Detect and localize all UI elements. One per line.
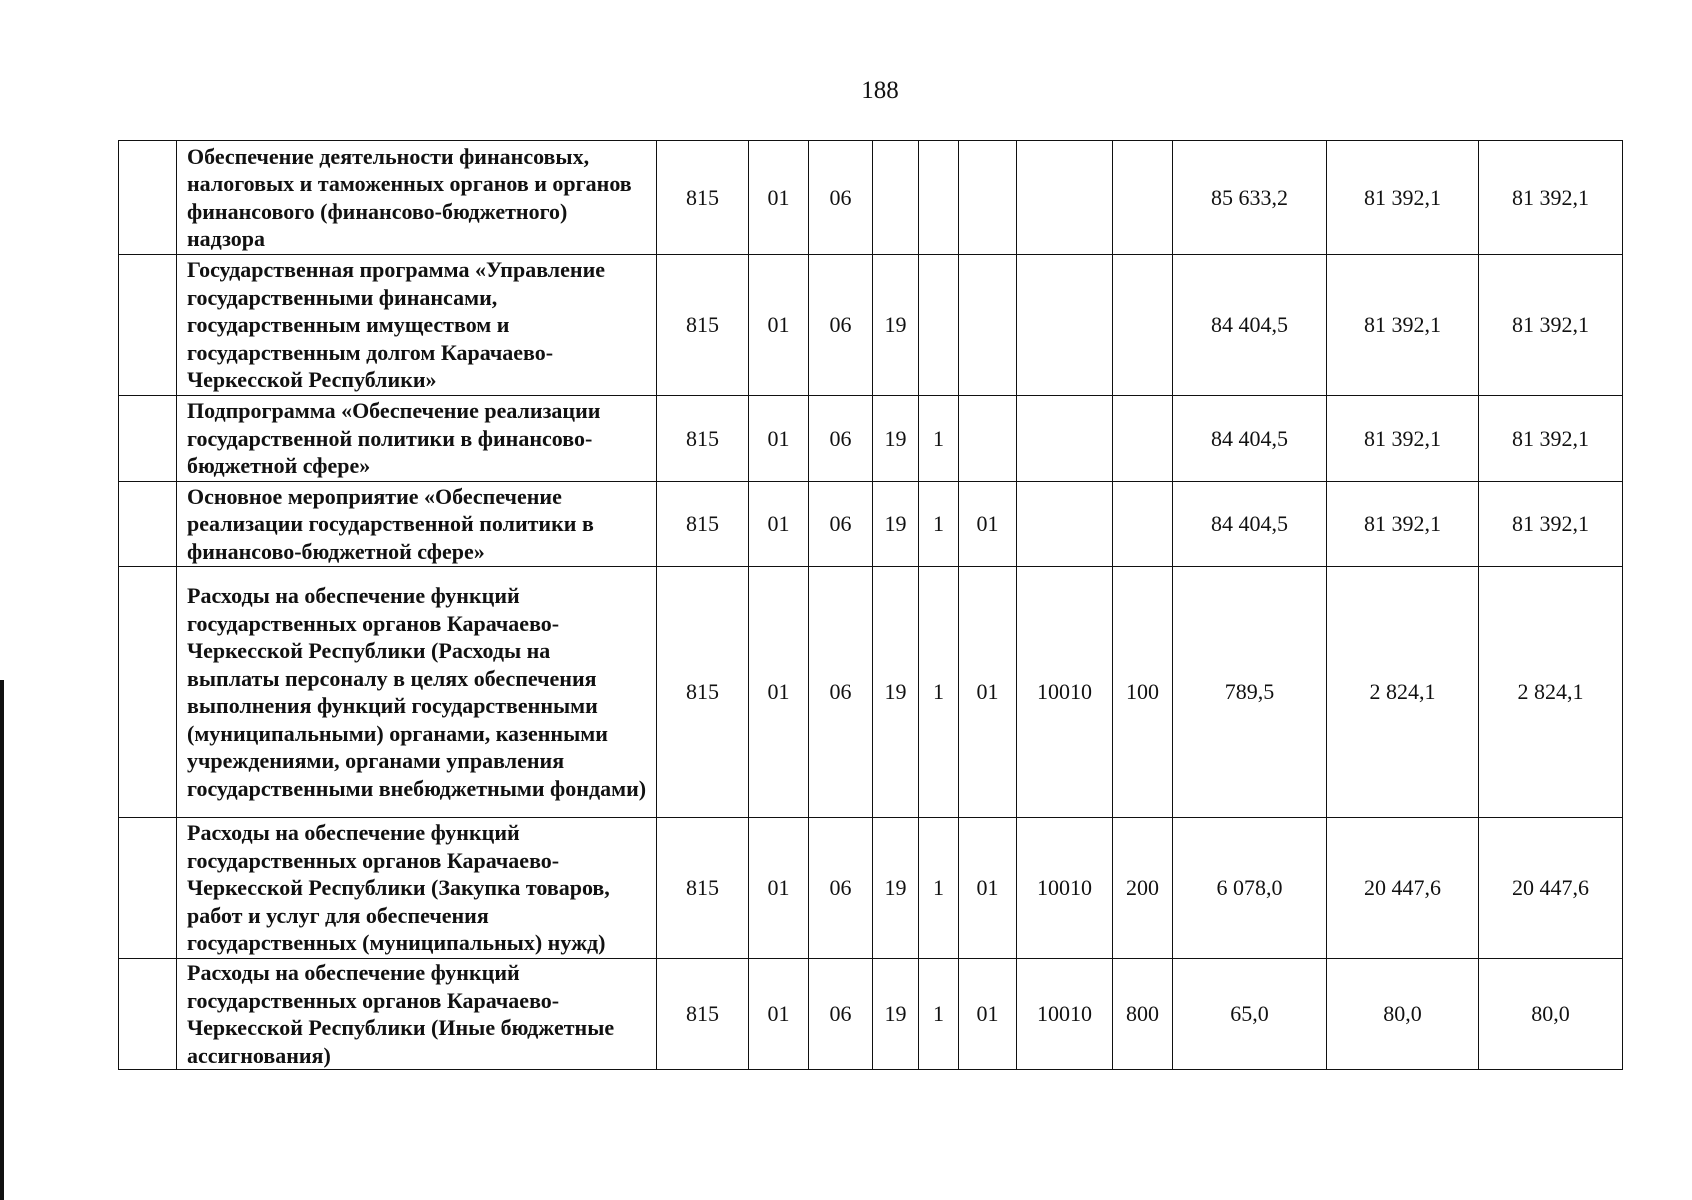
cell-cs1: 19 bbox=[873, 959, 919, 1070]
cell-name: Расходы на обеспечение функций государственных органов Карачаево-Черкесской Республики (Расходы на выплаты персоналу в целях обеспечения выполнения функций государственными (муниципальными) органами, казенными учреждениями, органами управления государственными внебюджетными фондами) bbox=[177, 567, 657, 818]
cell-cs4: 10010 bbox=[1017, 567, 1113, 818]
cell-rz: 01 bbox=[749, 396, 809, 482]
cell-ved: 815 bbox=[657, 482, 749, 567]
table-row bbox=[119, 818, 1623, 959]
cell-sum1: 65,0 bbox=[1173, 959, 1327, 1070]
cell-sum3: 81 392,1 bbox=[1479, 396, 1623, 482]
cell-cs1: 19 bbox=[873, 396, 919, 482]
cell-sum3: 81 392,1 bbox=[1479, 141, 1623, 255]
cell-vr bbox=[1113, 255, 1173, 396]
cell-name: Основное мероприятие «Обеспечение реализации государственной политики в финансово-бюджетной сфере» bbox=[177, 482, 657, 567]
cell-cs4 bbox=[1017, 482, 1113, 567]
cell-rz: 01 bbox=[749, 959, 809, 1070]
cell-cs4 bbox=[1017, 255, 1113, 396]
cell-ved: 815 bbox=[657, 567, 749, 818]
cell-pr: 06 bbox=[809, 818, 873, 959]
cell-num bbox=[119, 255, 177, 396]
cell-vr bbox=[1113, 396, 1173, 482]
cell-cs2 bbox=[919, 141, 959, 255]
cell-vr: 800 bbox=[1113, 959, 1173, 1070]
cell-sum3: 81 392,1 bbox=[1479, 255, 1623, 396]
cell-cs2: 1 bbox=[919, 959, 959, 1070]
cell-sum3: 2 824,1 bbox=[1479, 567, 1623, 818]
cell-rz: 01 bbox=[749, 141, 809, 255]
cell-cs2: 1 bbox=[919, 396, 959, 482]
cell-ved: 815 bbox=[657, 818, 749, 959]
cell-sum2: 81 392,1 bbox=[1327, 255, 1479, 396]
cell-pr: 06 bbox=[809, 567, 873, 818]
cell-cs3: 01 bbox=[959, 482, 1017, 567]
table-row bbox=[119, 396, 1623, 482]
cell-name: Государственная программа «Управление государственными финансами, государственным имуществом и государственным долгом Карачаево-Черкесской Республики» bbox=[177, 255, 657, 396]
page-number: 188 bbox=[861, 77, 899, 104]
table-row bbox=[119, 959, 1623, 1070]
cell-cs3: 01 bbox=[959, 818, 1017, 959]
cell-sum2: 81 392,1 bbox=[1327, 396, 1479, 482]
cell-pr: 06 bbox=[809, 959, 873, 1070]
cell-sum2: 81 392,1 bbox=[1327, 141, 1479, 255]
cell-cs3 bbox=[959, 255, 1017, 396]
table-row bbox=[119, 255, 1623, 396]
cell-pr: 06 bbox=[809, 141, 873, 255]
cell-vr: 200 bbox=[1113, 818, 1173, 959]
cell-ved: 815 bbox=[657, 255, 749, 396]
cell-cs1: 19 bbox=[873, 482, 919, 567]
cell-ved: 815 bbox=[657, 141, 749, 255]
cell-sum2: 2 824,1 bbox=[1327, 567, 1479, 818]
cell-rz: 01 bbox=[749, 818, 809, 959]
cell-sum3: 80,0 bbox=[1479, 959, 1623, 1070]
cell-cs2: 1 bbox=[919, 482, 959, 567]
cell-name: Расходы на обеспечение функций государственных органов Карачаево-Черкесской Республики (Иные бюджетные ассигнования) bbox=[177, 959, 657, 1070]
cell-sum2: 80,0 bbox=[1327, 959, 1479, 1070]
cell-name: Подпрограмма «Обеспечение реализации государственной политики в финансово-бюджетной сфере» bbox=[177, 396, 657, 482]
cell-cs3 bbox=[959, 396, 1017, 482]
cell-sum1: 84 404,5 bbox=[1173, 396, 1327, 482]
cell-vr: 100 bbox=[1113, 567, 1173, 818]
cell-num bbox=[119, 141, 177, 255]
cell-cs3 bbox=[959, 141, 1017, 255]
cell-name: Расходы на обеспечение функций государственных органов Карачаево-Черкесской Республики (Закупка товаров, работ и услуг для обеспечения государственных (муниципальных) нужд) bbox=[177, 818, 657, 959]
cell-sum3: 81 392,1 bbox=[1479, 482, 1623, 567]
cell-name: Обеспечение деятельности финансовых, налоговых и таможенных органов и органов финансового (финансово-бюджетного) надзора bbox=[177, 141, 657, 255]
cell-sum3: 20 447,6 bbox=[1479, 818, 1623, 959]
cell-num bbox=[119, 396, 177, 482]
cell-cs2: 1 bbox=[919, 567, 959, 818]
cell-sum1: 85 633,2 bbox=[1173, 141, 1327, 255]
table-row bbox=[119, 567, 1623, 818]
cell-sum1: 84 404,5 bbox=[1173, 482, 1327, 567]
cell-vr bbox=[1113, 141, 1173, 255]
table-row bbox=[119, 141, 1623, 255]
cell-pr: 06 bbox=[809, 396, 873, 482]
cell-rz: 01 bbox=[749, 567, 809, 818]
cell-pr: 06 bbox=[809, 482, 873, 567]
cell-cs3: 01 bbox=[959, 567, 1017, 818]
cell-ved: 815 bbox=[657, 959, 749, 1070]
cell-cs4 bbox=[1017, 396, 1113, 482]
scan-edge-line bbox=[0, 680, 4, 1200]
cell-cs3: 01 bbox=[959, 959, 1017, 1070]
cell-cs1: 19 bbox=[873, 255, 919, 396]
cell-num bbox=[119, 567, 177, 818]
cell-cs2: 1 bbox=[919, 818, 959, 959]
cell-num bbox=[119, 959, 177, 1070]
cell-num bbox=[119, 482, 177, 567]
cell-sum1: 84 404,5 bbox=[1173, 255, 1327, 396]
cell-sum1: 6 078,0 bbox=[1173, 818, 1327, 959]
table-row bbox=[119, 482, 1623, 567]
cell-cs2 bbox=[919, 255, 959, 396]
cell-sum2: 81 392,1 bbox=[1327, 482, 1479, 567]
cell-sum1: 789,5 bbox=[1173, 567, 1327, 818]
cell-rz: 01 bbox=[749, 482, 809, 567]
cell-num bbox=[119, 818, 177, 959]
cell-rz: 01 bbox=[749, 255, 809, 396]
cell-ved: 815 bbox=[657, 396, 749, 482]
cell-cs4: 10010 bbox=[1017, 818, 1113, 959]
cell-cs1 bbox=[873, 141, 919, 255]
budget-table bbox=[118, 140, 1623, 1070]
cell-pr: 06 bbox=[809, 255, 873, 396]
cell-cs4 bbox=[1017, 141, 1113, 255]
cell-vr bbox=[1113, 482, 1173, 567]
cell-sum2: 20 447,6 bbox=[1327, 818, 1479, 959]
cell-cs1: 19 bbox=[873, 818, 919, 959]
cell-cs1: 19 bbox=[873, 567, 919, 818]
cell-cs4: 10010 bbox=[1017, 959, 1113, 1070]
